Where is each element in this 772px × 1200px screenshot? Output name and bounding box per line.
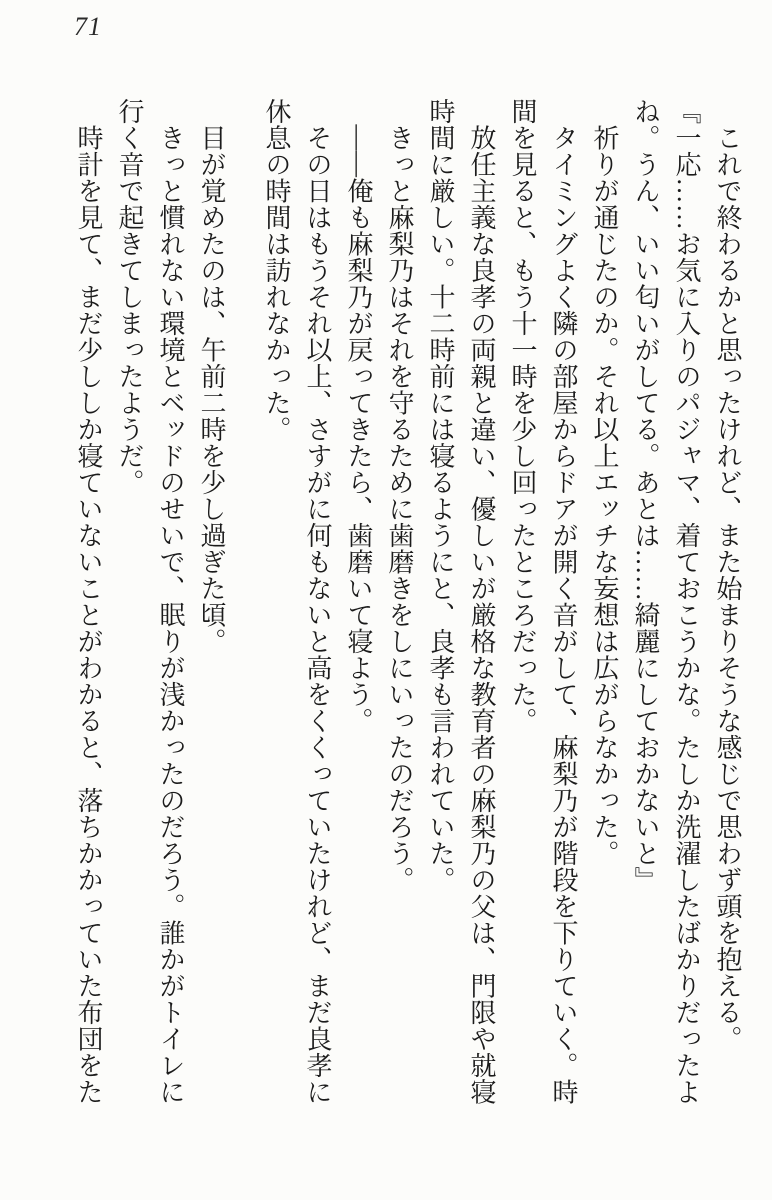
text-line: 放任主義な良孝の両親と違い、優しいが厳格な教育者の麻梨乃の父は、門限や就寝 [467,98,496,1105]
text-line: きっと麻梨乃はそれを守るために歯磨きをしにいったのだろう。 [385,98,414,893]
text-line: タイミングよく隣の部屋からドアが開く音がして、麻梨乃が階段を下りていく。時 [549,98,578,1105]
text-line: 目が覚めたのは、午前二時を少し過ぎた頃。 [197,98,226,655]
text-line: 『一応……お気に入りのパジャマ、着ておこうかな。たしか洗濯したばかりだったよ [672,98,701,1105]
text-line: 時間に厳しい。十二時前には寝るようにと、良孝も言われていた。 [426,98,455,893]
page-number: 71 [74,12,102,41]
text-line: 祈りが通じたのか。それ以上エッチな妄想は広がらなかった。 [590,98,619,867]
text-line: 休息の時間は訪れなかった。 [262,98,291,443]
text-line: ね。うん、いい匂いがしてる。あとは……綺麗にしておかないと』 [631,98,660,893]
text-line: 行く音で起きてしまったようだ。 [115,98,144,496]
novel-text-block [68,98,748,1146]
text-line: 間を見ると、もう十一時を少し回ったところだった。 [508,98,537,734]
text-line: きっと慣れない環境とベッドのせいで、眠りが浅かったのだろう。誰かがトイレに [156,98,185,1105]
text-line: これで終わるかと思ったけれど、また始まりそうな感じで思わず頭を抱える。 [713,98,742,1052]
text-line: ――俺も麻梨乃が戻ってきたら、歯磨いて寝よう。 [344,98,373,734]
text-line: 時計を見て、まだ少ししか寝ていないことがわかると、落ちかかっていた布団をた [74,98,103,1105]
text-line: その日はもうそれ以上、さすがに何もないと高をくくっていたけれど、まだ良孝に [303,98,332,1105]
